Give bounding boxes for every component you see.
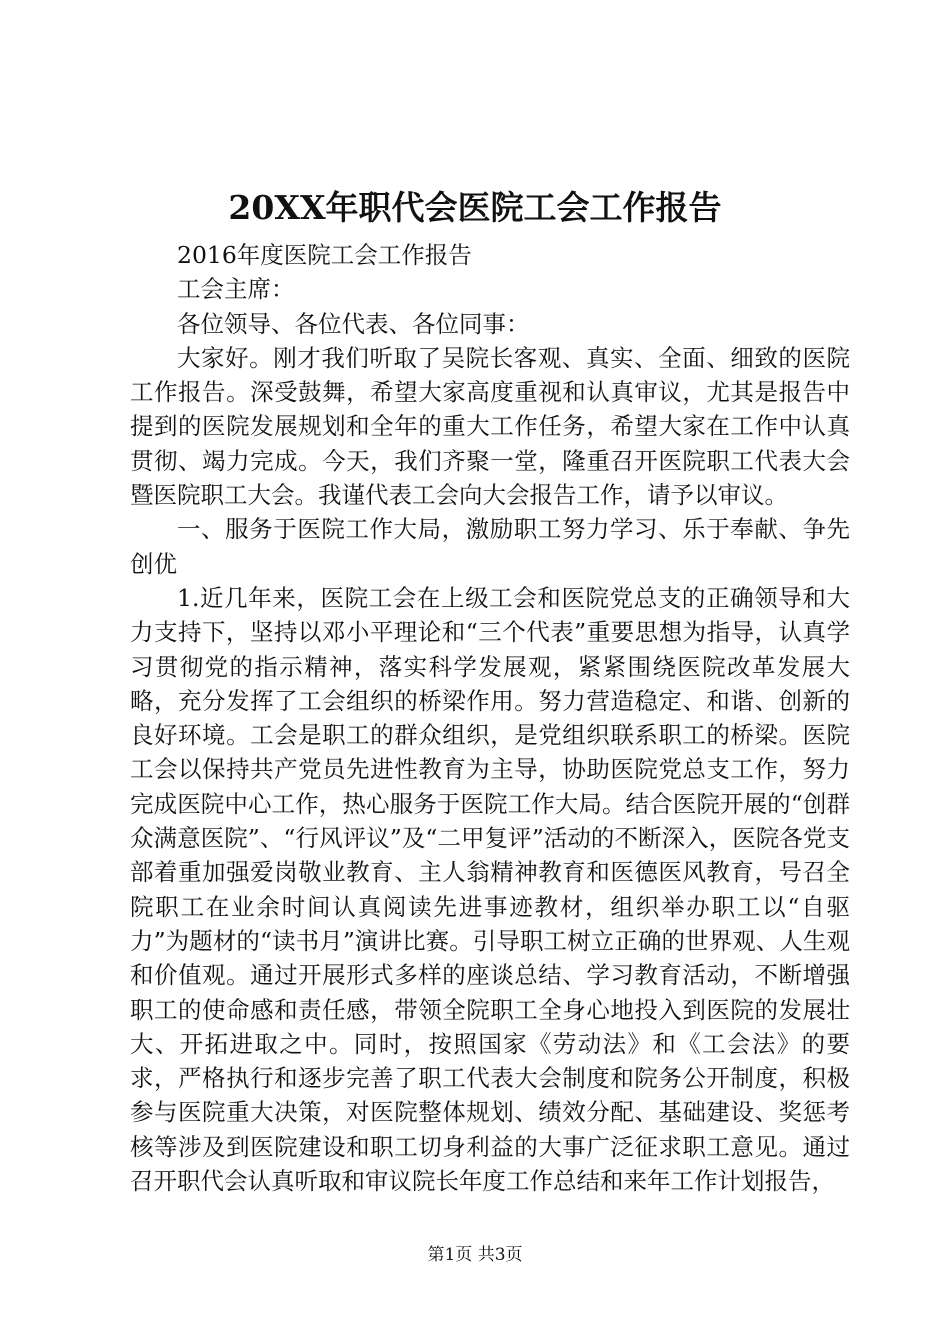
document-title: 20XX年职代会医院工会工作报告 [228, 188, 722, 227]
salutation: 各位领导、各位代表、各位同事： [177, 309, 530, 338]
section-heading: 一、服务于医院工作大局，激励职工努力学习、乐于奉献、争先创优 [130, 515, 850, 578]
report-subtitle: 2016年度医院工会工作报告 [177, 241, 472, 269]
body-paragraph: 1.近几年来，医院工会在上级工会和医院党总支的正确领导和大力支持下，坚持以邓小平理论和“三个代表”重要思想为指导，认真学习贯彻党的指示精神，落实科学发展观，紧紧围绕医院改革发展大略，充分发挥了工会组织的桥梁作用。努力营造稳定、和谐、创新的良好环境。工会是职工的群众组织，是党组织联系职工的桥梁。医院工会以保持共产党员先进性教育为主导，协助医院党总支工作，努力完成医院中心工作，热心服务于医院工作大局。结合医院开展的“创群众满意医院”、“行风评议”及“二甲复评”活动的不断深入，医院各党支部着重加强爱岗敬业教育、主人翁精神教育和医德医风教育，号召全院职工在业余时间认真阅读先进事迹教材，组织举办职工以“自驱力”为题材的“读书月”演讲比赛。引导职工树立正确的世界观、人生观和价值观。通过开展形式多样的座谈总结、学习教育活动，不断增强职工的使命感和责任感，带领全院职工全身心地投入到医院的发展壮大、开拓进取之中。同时，按照国家《劳动法》和《工会法》的要求，严格执行和逐步完善了职工代表大会制度和院务公开制度，积极参与医院重大决策，对医院整体规划、绩效分配、基础建设、奖惩考核等涉及到医院建设和职工切身利益的大事广泛征求职工意见。通过召开职代会认真听取和审议院长年度工作总结和来年工作计划报告， [130, 583, 850, 1196]
body-paragraph: 大家好。刚才我们听取了吴院长客观、真实、全面、细致的医院工作报告。深受鼓舞，希望大家高度重视和认真审议，尤其是报告中提到的医院发展规划和全年的重大工作任务，希望大家在工作中认真贯彻、竭力完成。今天，我们齐聚一堂，隆重召开医院职工代表大会暨医院职工大会。我谨代表工会向大会报告工作，请予以审议。 [130, 343, 850, 510]
page-footer: 第1页 共3页 [427, 1245, 523, 1265]
speaker-line: 工会主席： [177, 275, 295, 304]
document-body [130, 238, 850, 1198]
